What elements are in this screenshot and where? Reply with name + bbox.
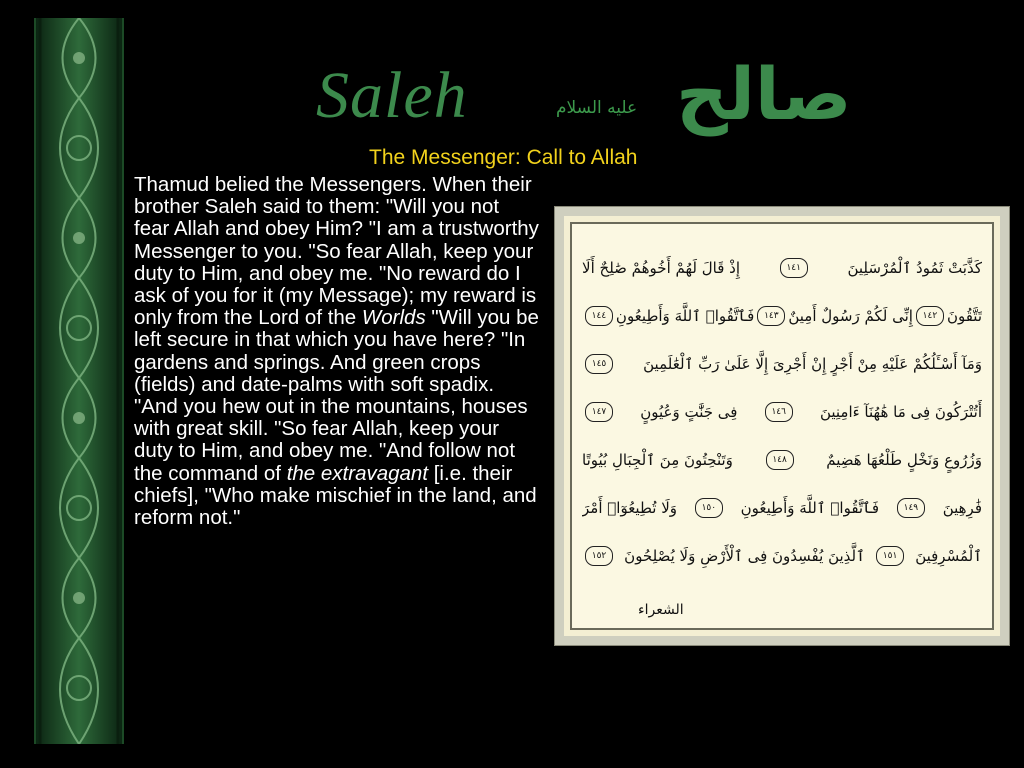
quran-segment: فَٱتَّقُوا۟ ٱللَّهَ وَأَطِيعُونِ xyxy=(740,499,880,517)
verse-marker-icon: ١٤٥ xyxy=(585,354,613,374)
quran-segment: أَتُتْرَكُونَ فِى مَا هَٰهُنَآ ءَامِنِينَ xyxy=(819,403,982,421)
quran-segment: وَتَنْحِتُونَ مِنَ ٱلْجِبَالِ بُيُوتًا xyxy=(582,451,733,469)
quran-segment: ٱلْمُسْرِفِينَ xyxy=(915,547,982,565)
title-latin: Saleh xyxy=(316,59,468,132)
body-part-2: "Will you be left secure in that which you have here? "In gardens and springs. And green crops (fields) and date-palms with soft spadix. "And you hew out in the mountains, houses with great skill. "So fear Allah, keep your duty to Him, and obey me. "And follow not the command of xyxy=(134,306,539,485)
quran-segment: إِنِّى لَكُمْ رَسُولٌ أَمِينٌ xyxy=(788,307,913,325)
quran-segment: فَٰرِهِينَ xyxy=(942,499,982,517)
quran-segment: وَزُرُوعٍ وَنَخْلٍ طَلْعُهَا هَضِيمٌ xyxy=(826,451,982,469)
verse-marker-icon: ١٤٧ xyxy=(585,402,613,422)
quran-page-inner xyxy=(570,222,994,630)
quran-page-image xyxy=(555,207,1009,645)
quran-line xyxy=(582,442,982,478)
quran-segment: فِى جَنَّٰتٍ وَعُيُونٍ xyxy=(640,403,738,421)
quran-line xyxy=(582,394,982,430)
verse-marker-icon: ١٤٣ xyxy=(757,306,785,326)
surah-name: الشعراء xyxy=(638,602,684,618)
body-part-3: [i.e. their chiefs], "Who make mischief in the land, and reform not." xyxy=(134,461,537,530)
verse-marker-icon: ١٥٠ xyxy=(695,498,723,518)
verse-marker-icon: ١٤٨ xyxy=(766,450,794,470)
body-emphasis-worlds: Worlds xyxy=(361,306,426,330)
body-emphasis-extravagant: the extravagant xyxy=(286,461,429,485)
verse-marker-icon: ١٤٩ xyxy=(897,498,925,518)
quran-segment: وَلَا تُطِيعُوٓا۟ أَمْرَ xyxy=(582,499,678,517)
quran-segment: ٱلَّذِينَ يُفْسِدُونَ فِى ٱلْأَرْضِ وَلَا يُصْلِحُونَ xyxy=(624,547,865,565)
quran-line xyxy=(582,250,982,286)
body-part-1: Thamud belied the Messengers. When their brother Saleh said to them: "Will you not fear Allah and obey Him? "I am a trustworthy Messenger to you. "So fear Allah, keep your duty to Him, and obey me. "No reward do I ask of you for it (my Message); my reward is only from the Lord of the xyxy=(134,173,539,330)
ornamental-border-icon xyxy=(36,18,122,744)
quran-line xyxy=(582,298,982,334)
quran-segment: تَتَّقُونَ xyxy=(946,307,982,325)
title-honorific: عليه السلام xyxy=(556,98,638,118)
verse-marker-icon: ١٤٢ xyxy=(916,306,944,326)
quran-segment: كَذَّبَتْ ثَمُودُ ٱلْمُرْسَلِينَ xyxy=(847,259,982,277)
verse-marker-icon: ١٤٦ xyxy=(765,402,793,422)
quran-line xyxy=(582,346,982,382)
quran-segment: إِذْ قَالَ لَهُمْ أَخُوهُمْ صَٰلِحٌ أَلَا xyxy=(582,259,740,277)
body-paragraph xyxy=(134,174,540,529)
ornamental-border xyxy=(34,18,124,744)
quran-line xyxy=(582,538,982,574)
title-arabic: صالح xyxy=(676,52,852,136)
quran-segment: وَمَآ أَسْـَٔلُكُمْ عَلَيْهِ مِنْ أَجْرٍ إِنْ أَجْرِىَ إِلَّا عَلَىٰ رَبِّ ٱلْعَٰلَمِينَ xyxy=(643,355,982,373)
body-text xyxy=(134,174,540,529)
quran-line xyxy=(582,490,982,526)
verse-marker-icon: ١٥١ xyxy=(876,546,904,566)
verse-marker-icon: ١٤٤ xyxy=(585,306,613,326)
verse-marker-icon: ١٤١ xyxy=(780,258,808,278)
quran-segment: فَٱتَّقُوا۟ ٱللَّهَ وَأَطِيعُونِ xyxy=(615,307,755,325)
verse-marker-icon: ١٥٢ xyxy=(585,546,613,566)
subtitle: The Messenger: Call to Allah xyxy=(369,146,638,169)
